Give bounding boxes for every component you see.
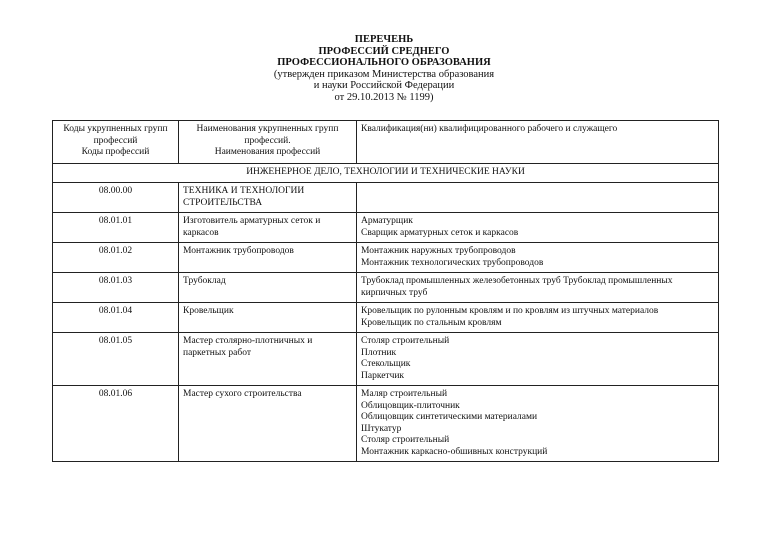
- qualifications: [357, 243, 719, 273]
- profession-name: [179, 333, 357, 386]
- profession-name: [179, 183, 357, 213]
- header-qualifications: Квалификация(ни) квалифицированного рабочего и служащего: [357, 121, 719, 164]
- table-body: [53, 183, 719, 462]
- qualifications: [357, 273, 719, 303]
- qualification-item: Облицовщик-плиточник: [361, 400, 460, 411]
- qualification-item: Штукатур: [361, 423, 402, 434]
- profession-name: [179, 303, 357, 333]
- qualification-item: Монтажник технологических трубопроводов: [361, 257, 544, 268]
- profession-name: [179, 213, 357, 243]
- profession-name-line: Изготовитель арматурных сеток и: [183, 216, 321, 226]
- qualification-item: Маляр строительный: [361, 389, 448, 399]
- table-row: [53, 183, 719, 213]
- heading-title: ПРОФЕССИОНАЛЬНОГО ОБРАЗОВАНИЯ: [277, 57, 491, 68]
- qualification-item: Паркетчик: [361, 370, 405, 381]
- profession-code: 08.01.02: [53, 243, 179, 273]
- table-header-row: [53, 121, 719, 164]
- profession-code: 08.00.00: [53, 183, 179, 213]
- profession-name-line: Мастер столярно-плотничных и: [183, 336, 313, 346]
- heading-title: ПЕРЕЧЕНЬ: [354, 34, 414, 45]
- qualification-item: Кровельщик по рулонным кровлям и по кровлям из штучных материалов: [361, 306, 659, 316]
- header-names: Наименования укрупненных групп профессий. Наименования профессий: [179, 121, 357, 164]
- qualifications: [357, 183, 719, 213]
- qualification-item: Монтажник каркасно-обшивных конструкций: [361, 446, 548, 457]
- qualification-item: Столяр строительный: [361, 336, 450, 346]
- heading-subtitle: (утвержден приказом Министерства образования: [273, 68, 495, 80]
- qualifications: [357, 386, 719, 462]
- profession-name-line: Монтажник трубопроводов: [183, 246, 294, 256]
- table-row: [53, 243, 719, 273]
- header-codes: Коды укрупненных групп профессий Коды профессий: [53, 121, 179, 164]
- profession-name-line: паркетных работ: [183, 347, 251, 358]
- heading-title: ПРОФЕССИЙ СРЕДНЕГО: [318, 45, 450, 57]
- profession-code: 08.01.06: [53, 386, 179, 462]
- section-row: [53, 164, 719, 183]
- profession-name-line: ТЕХНИКА И ТЕХНОЛОГИИ: [183, 186, 305, 196]
- professions-table: [52, 120, 719, 462]
- profession-name-line: каркасов: [183, 227, 219, 238]
- profession-code: 08.01.05: [53, 333, 179, 386]
- profession-code: 08.01.03: [53, 273, 179, 303]
- qualification-item: Кровельщик по стальным кровлям: [361, 317, 502, 328]
- document-heading: [0, 34, 768, 103]
- table-row: [53, 303, 719, 333]
- profession-name-line: Мастер сухого строительства: [183, 389, 302, 399]
- table-row: [53, 213, 719, 243]
- qualification-item: Арматурщик: [361, 216, 413, 226]
- heading-subtitle: и науки Российской Федерации: [313, 80, 455, 91]
- qualification-item: Сварщик арматурных сеток и каркасов: [361, 227, 519, 238]
- profession-name: [179, 273, 357, 303]
- qualification-item: Столяр строительный: [361, 435, 450, 445]
- qualification-item: Трубоклад промышленных железобетонных труб Трубоклад промышленных: [361, 276, 673, 286]
- table-row: [53, 273, 719, 303]
- qualifications: [357, 303, 719, 333]
- profession-name: [179, 386, 357, 462]
- profession-name: [179, 243, 357, 273]
- section-title: ИНЖЕНЕРНОЕ ДЕЛО, ТЕХНОЛОГИИ И ТЕХНИЧЕСКИЕ НАУКИ: [53, 164, 719, 183]
- qualifications: [357, 333, 719, 386]
- qualification-item: Облицовщик синтетическими материалами: [361, 412, 538, 422]
- qualification-item: кирпичных труб: [361, 287, 428, 298]
- profession-name-line: СТРОИТЕЛЬСТВА: [183, 197, 263, 208]
- table-row: [53, 386, 719, 462]
- qualification-item: Монтажник наружных трубопроводов: [361, 246, 516, 256]
- qualification-item: Плотник: [361, 347, 397, 358]
- qualifications: [357, 213, 719, 243]
- profession-code: 08.01.01: [53, 213, 179, 243]
- profession-name-line: Кровельщик: [183, 306, 234, 316]
- table-row: [53, 333, 719, 386]
- heading-subtitle: от 29.10.2013 № 1199): [334, 91, 434, 103]
- qualification-item: Стекольщик: [361, 359, 411, 369]
- profession-code: 08.01.04: [53, 303, 179, 333]
- profession-name-line: Трубоклад: [183, 276, 226, 286]
